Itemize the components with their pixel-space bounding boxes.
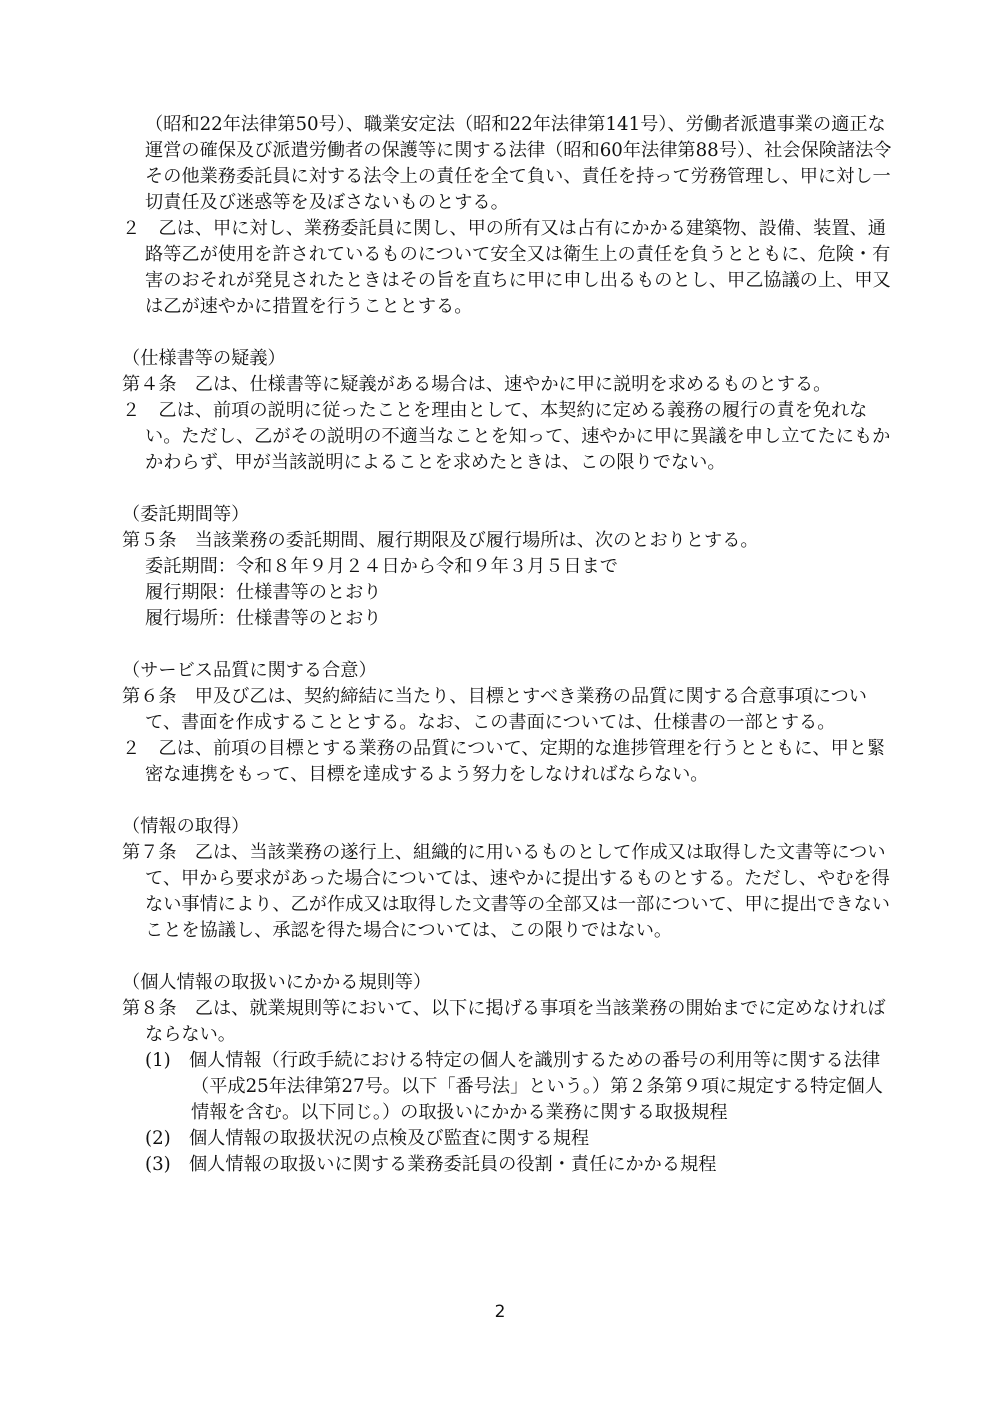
article6-heading: （サービス品質に関する合意） — [122, 660, 377, 681]
document-body — [122, 112, 894, 1178]
article5-contract-period: 委託期間：令和８年９月２４日から令和９年３月５日まで — [145, 556, 618, 577]
article8-heading: （個人情報の取扱いにかかる規則等） — [122, 972, 432, 993]
article5-heading: （委託期間等） — [122, 504, 250, 525]
article5-location: 履行場所：仕様書等のとおり — [145, 608, 382, 629]
article3-continuation: （昭和22年法律第50号）、職業安定法（昭和22年法律第141号）、労働者派遣事業の適正な運営の確保及び派遣労働者の保護等に関する法律（昭和60年法律第88号）、社会保険諸法令その他業務委託員に対する法令上の責任を全て負い、責任を持って労務管理し、甲に対し一切責任及び迷惑等を及ぼさないものとする。 — [145, 114, 892, 213]
article3-paragraph2: ２ 乙は、甲に対し、業務委託員に関し、甲の所有又は占有にかかる建築物、設備、装置、通路等乙が使用を許されているものについて安全又は衛生上の責任を負うとともに、危険・有害のおそれが発見されたときはその旨を直ちに甲に申し出るものとし、甲乙協議の上、甲又は乙が速やかに措置を行うこととする。 — [122, 218, 891, 317]
article4-heading: （仕様書等の疑義） — [122, 348, 286, 369]
article8-item1: (1) 個人情報（行政手続における特定の個人を識別するための番号の利用等に関する法律（平成25年法律第27号。以下「番号法」という。）第２条第９項に規定する特定個人情報を含む。以下同じ。）の取扱いにかかる業務に関する取扱規程 — [145, 1050, 883, 1123]
article7-heading: （情報の取得） — [122, 816, 250, 837]
page-number: 2 — [494, 1302, 506, 1322]
article8-paragraph1: 第８条 乙は、就業規則等において、以下に掲げる事項を当該業務の開始までに定めなければならない。 — [122, 998, 886, 1045]
article5-deadline: 履行期限：仕様書等のとおり — [145, 582, 382, 603]
article7-paragraph1: 第７条 乙は、当該業務の遂行上、組織的に用いるものとして作成又は取得した文書等について、甲から要求があった場合については、速やかに提出するものとする。ただし、やむを得ない事情により、乙が作成又は取得した文書等の全部又は一部について、甲に提出できないことを協議し、承認を得た場合については、この限りではない。 — [122, 842, 890, 941]
article6-paragraph1: 第６条 甲及び乙は、契約締結に当たり、目標とすべき業務の品質に関する合意事項について、書面を作成することとする。なお、この書面については、仕様書の一部とする。 — [122, 686, 867, 733]
article4-paragraph1: 第４条 乙は、仕様書等に疑義がある場合は、速やかに甲に説明を求めるものとする。 — [122, 374, 832, 395]
article4-paragraph2: ２ 乙は、前項の説明に従ったことを理由として、本契約に定める義務の履行の責を免れない。ただし、乙がその説明の不適当なことを知って、速やかに甲に異議を申し立てたにもかかわらず、甲が当該説明によることを求めたときは、この限りでない。 — [122, 400, 891, 473]
article6-paragraph2: ２ 乙は、前項の目標とする業務の品質について、定期的な進捗管理を行うとともに、甲と緊密な連携をもって、目標を達成するよう努力をしなければならない。 — [122, 738, 886, 785]
article8-item3: (3) 個人情報の取扱いに関する業務委託員の役割・責任にかかる規程 — [145, 1154, 717, 1175]
article5-paragraph1: 第５条 当該業務の委託期間、履行期限及び履行場所は、次のとおりとする。 — [122, 530, 759, 551]
article8-item2: (2) 個人情報の取扱状況の点検及び監査に関する規程 — [145, 1128, 590, 1149]
